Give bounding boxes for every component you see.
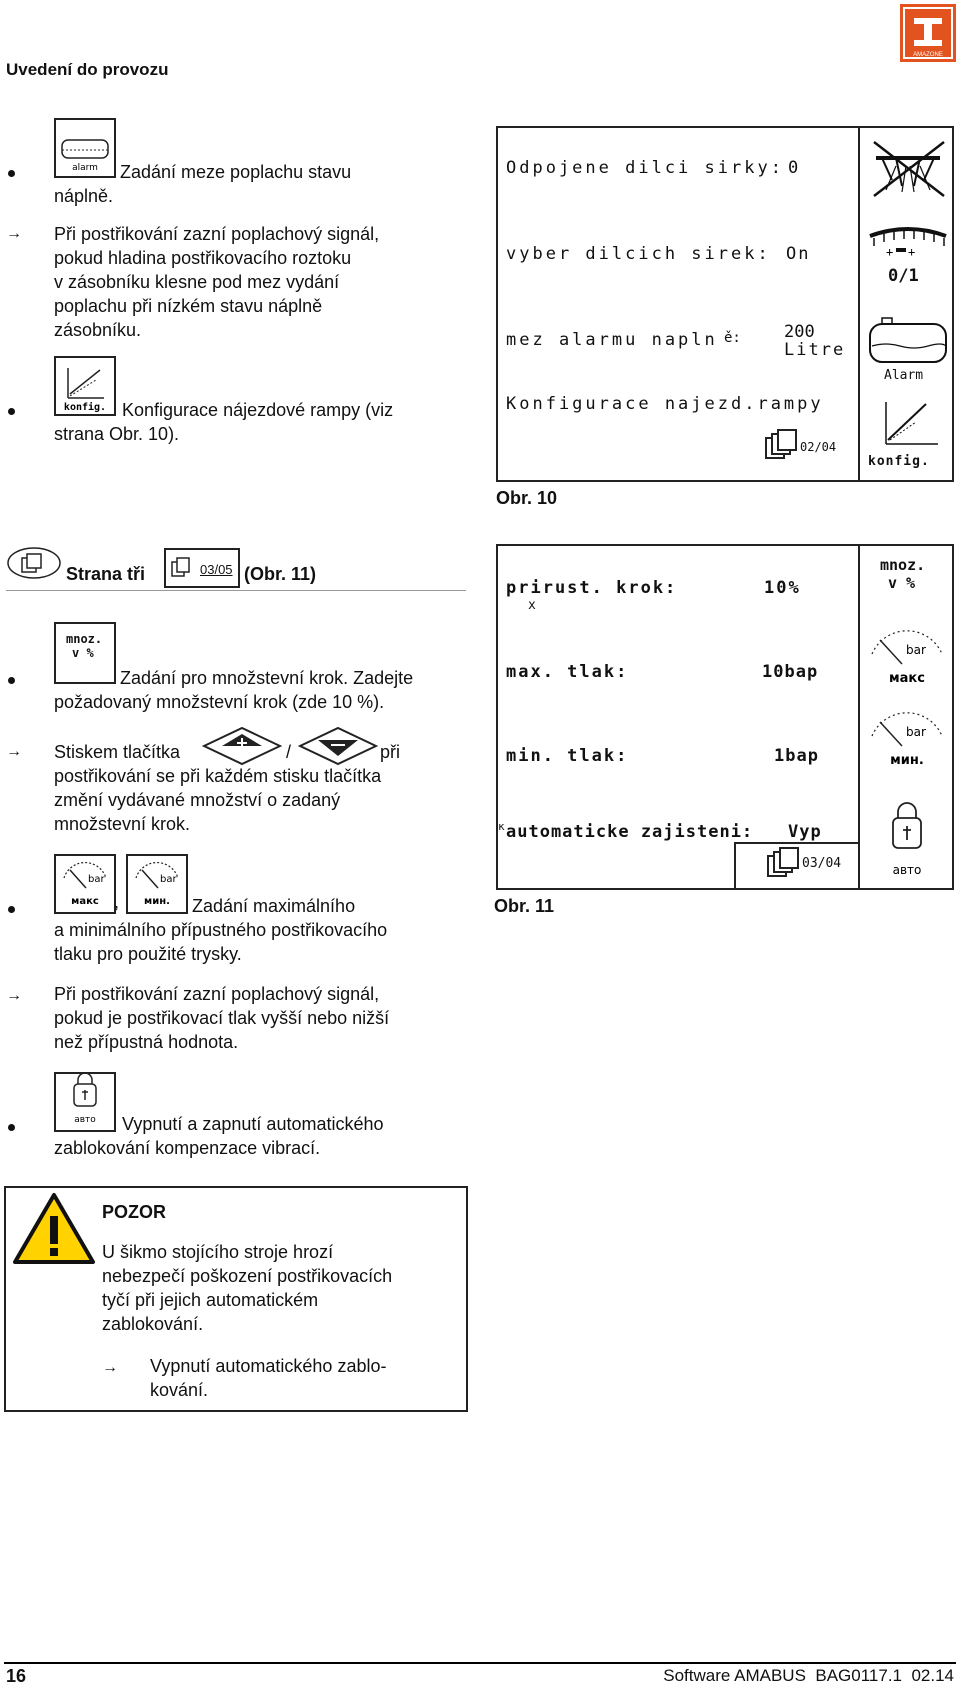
- arrow-icon: →: [6, 987, 22, 1004]
- fig10-row2-label: vyber dilcich sirek:: [506, 244, 771, 264]
- fig11-row1-label: prirust. krok:: [506, 578, 678, 598]
- alarm-tank-icon: [54, 118, 116, 178]
- logo-icon: [900, 4, 956, 62]
- alarm-item-text: Zadání meze poplachu stavu: [120, 162, 352, 182]
- svg-text:макс: макс: [889, 671, 925, 686]
- icon-mnoz-2: v %: [888, 574, 916, 592]
- fig11-row1-value: 10%: [764, 578, 801, 598]
- konfig-item-text-2: strana Obr. 10).: [54, 424, 180, 444]
- fig11-row2-label: max. tlak:: [506, 662, 629, 682]
- bullet: [8, 1124, 15, 1131]
- svg-text:мин.: мин.: [890, 753, 924, 768]
- fig11-row4-value: Vyp: [788, 822, 822, 842]
- svg-text:макс: макс: [71, 896, 99, 907]
- svg-text:+: +: [886, 245, 894, 259]
- stisk-text-a: Stiskem tlačítka: [54, 742, 181, 762]
- strana-label: Strana tři: [66, 564, 146, 584]
- alarm-warning-line-4: poplachu při nízkém stavu náplně: [54, 296, 323, 316]
- svg-text:авто: авто: [892, 863, 922, 877]
- fig11-page-box: [734, 842, 860, 888]
- fig11-icon-column: [858, 546, 954, 888]
- fig10-row2-value: On: [786, 244, 811, 264]
- boom-sections-off-icon: [866, 136, 950, 211]
- alarm-warning-line-1: Při postřikování zazní poplachový signál,: [54, 224, 380, 244]
- fig10-row3-mark: ě:: [724, 330, 741, 346]
- fig10-row3-value: 200: [784, 322, 815, 342]
- stisk-text-b: při: [380, 742, 401, 762]
- warning-line-2: nebezpečí poškození postřikovacích: [102, 1266, 393, 1286]
- section-counter: 0/1: [888, 266, 919, 286]
- pages-icon: [766, 846, 800, 880]
- bullet: [8, 408, 15, 415]
- fig10-row4-label: Konfigurace najezd.rampy: [506, 394, 824, 414]
- avto-item-text-2: zablokování kompenzace vibrací.: [54, 1138, 321, 1158]
- alarm-warning-line-3: v zásobníku klesne pod mez vydání: [54, 272, 340, 292]
- min-pressure-icon: [126, 854, 188, 914]
- tlak-item-text: Zadání maximálního: [192, 896, 356, 916]
- fig11-page: 03/04: [802, 856, 842, 871]
- pressure-warning-line-3: než přípustná hodnota.: [54, 1032, 239, 1052]
- konfig-ramp-icon: [866, 396, 950, 453]
- arrow-icon: →: [6, 225, 22, 242]
- bullet: [8, 170, 15, 177]
- icon-mnoz-1: mnoz.: [880, 556, 926, 574]
- fig11-row4-mark: к: [498, 820, 505, 833]
- figure-10-display: [496, 126, 954, 482]
- svg-text:alarm: alarm: [72, 163, 98, 173]
- fig10-row3-label: mez alarmu napln: [506, 330, 718, 350]
- pressure-warning-line-1: Při postřikování zazní poplachový signál,: [54, 984, 380, 1004]
- tlak-comma: ,: [114, 892, 120, 912]
- figure-11-caption: Obr. 11: [494, 896, 555, 916]
- figure-10-caption: Obr. 10: [496, 488, 558, 508]
- svg-text:+: +: [908, 245, 916, 259]
- max-pressure-icon: [54, 854, 116, 914]
- stisk-line-3: množstevní krok.: [54, 814, 191, 834]
- fig10-icon-column: [858, 128, 954, 480]
- arrow-icon: →: [102, 1359, 118, 1376]
- mnoz-item-text-2: požadovaný množstevní krok (zde 10 %).: [54, 692, 385, 712]
- konfig-icon: [54, 356, 116, 416]
- svg-text:konfig.: konfig.: [63, 402, 107, 413]
- section-title: Uvedení do provozu: [6, 60, 169, 79]
- strana-ref: (Obr. 11): [244, 564, 317, 584]
- pages-icon: [764, 428, 798, 467]
- konfig-item-text: Konfigurace nájezdové rampy (viz: [122, 400, 394, 420]
- mnoz-item-text: Zadání pro množstevní krok. Zadejte: [120, 668, 414, 688]
- auto-lock-icon: [54, 1072, 116, 1132]
- fig10-row3-unit: Litre: [784, 340, 846, 360]
- fig11-row1-mark: x: [528, 598, 536, 613]
- fig11-row3-value: 1bap: [774, 746, 819, 766]
- stisk-line-2: změní vydávané množství o zadaný: [54, 790, 341, 810]
- auto-lock-icon: [862, 802, 952, 886]
- footer-doc: Software AMABUS BAG0117.1 02.14: [663, 1666, 954, 1685]
- bullet: [8, 906, 15, 913]
- tank-alarm-label: Alarm: [884, 368, 924, 383]
- fig10-row1-label: Odpojene dilci sirky:: [506, 158, 784, 178]
- fig11-row3-label: min. tlak:: [506, 746, 629, 766]
- strana-page-icon: [164, 548, 240, 588]
- figure-11-display: [496, 544, 954, 890]
- warning-triangle-icon: [12, 1192, 96, 1266]
- svg-text:bar: bar: [906, 725, 926, 739]
- fig10-page: 02/04: [800, 440, 837, 454]
- fig10-row1-value: 0: [788, 158, 799, 178]
- warning-action-line-1: Vypnutí automatického zablo-: [150, 1356, 387, 1376]
- svg-text:AMAZONE: AMAZONE: [913, 52, 943, 58]
- alarm-item-text-2: náplně.: [54, 186, 114, 206]
- svg-text:bar: bar: [88, 874, 105, 885]
- avto-item-text: Vypnutí a zapnutí automatického: [122, 1114, 384, 1134]
- svg-text:мин.: мин.: [144, 896, 170, 907]
- alarm-warning-line-2: pokud hladina postřikovacího roztoku: [54, 248, 352, 268]
- divider: [6, 590, 466, 591]
- svg-text:bar: bar: [160, 874, 177, 885]
- tlak-item-text-3: tlaku pro použité trysky.: [54, 944, 242, 964]
- tank-alarm-icon: [866, 312, 950, 373]
- fig11-row2-value: 10bap: [762, 662, 819, 682]
- svg-text:bar: bar: [906, 643, 926, 657]
- amazone-logo: [900, 4, 956, 62]
- warning-action-line-2: kování.: [150, 1380, 209, 1400]
- svg-text:авто: авто: [74, 1115, 96, 1125]
- strana-page-number: 03/05: [200, 562, 233, 577]
- tlak-item-text-2: a minimálního přípustného postřikovacího: [54, 920, 388, 940]
- page-number: 16: [6, 1666, 27, 1686]
- mnoz-icon: mnoz. v %: [54, 622, 116, 684]
- warning-title: POZOR: [102, 1202, 167, 1222]
- footer-rule: [4, 1662, 956, 1664]
- warning-line-1: U šikmo stojícího stroje hrozí: [102, 1242, 334, 1262]
- stisk-line-1: postřikování se při každém stisku tlačítka: [54, 766, 382, 786]
- bullet: [8, 677, 15, 684]
- max-pressure-gauge-icon: [862, 624, 952, 700]
- fig11-row4-label: automaticke zajisteni:: [506, 822, 754, 842]
- warning-line-3: tyčí při jejich automatickém: [102, 1290, 319, 1310]
- pages-button-icon: [6, 546, 62, 585]
- arrow-icon: →: [6, 743, 22, 760]
- stisk-separator: /: [286, 742, 292, 762]
- min-pressure-gauge-icon: [862, 706, 952, 782]
- konfig-ramp-label: konfig.: [868, 454, 930, 469]
- alarm-warning-line-5: zásobníku.: [54, 320, 142, 340]
- warning-box: [4, 1186, 468, 1412]
- warning-line-4: zablokování.: [102, 1314, 204, 1334]
- pressure-warning-line-2: pokud je postřikovací tlak vyšší nebo nižší: [54, 1008, 390, 1028]
